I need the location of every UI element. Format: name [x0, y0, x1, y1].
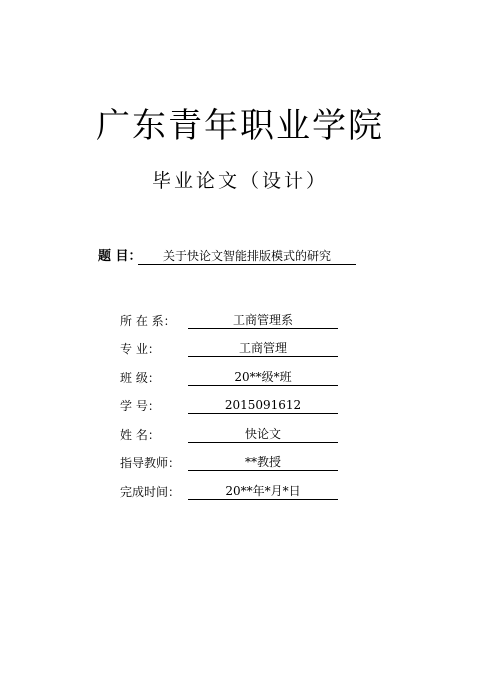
- thesis-title-value: 关于快论文智能排版模式的研究: [138, 249, 356, 265]
- completion-date-value: 20**年*月*日: [188, 483, 338, 500]
- completion-date-label: 完成时间：: [120, 484, 181, 499]
- department-value: 工商管理系: [188, 312, 338, 329]
- info-row-advisor: [120, 443, 338, 472]
- info-row-major: [120, 329, 338, 358]
- info-table: [120, 300, 338, 500]
- major-label: 专 业：: [120, 342, 160, 356]
- thesis-title-label: 题 目：: [98, 249, 142, 264]
- document-type: 毕业论文（设计）: [151, 170, 328, 192]
- class-value: 20**级*班: [188, 369, 338, 386]
- name-value: 快论文: [188, 426, 338, 443]
- info-row-student-id: [120, 386, 338, 415]
- info-row-name: [120, 414, 338, 443]
- name-label: 姓 名：: [120, 427, 160, 442]
- advisor-value: **教授: [188, 454, 338, 471]
- advisor-label: 指导教师：: [120, 456, 181, 470]
- student-id-label: 学 号：: [120, 399, 160, 413]
- info-row-class: [120, 357, 338, 386]
- info-row-completion-date: [120, 471, 338, 500]
- major-value: 工商管理: [188, 340, 338, 357]
- info-row-department: [120, 300, 338, 329]
- department-label: 所 在 系：: [120, 313, 176, 328]
- class-label: 班 级：: [120, 370, 160, 385]
- thesis-title-row: [98, 245, 356, 265]
- school-name: 广东青年职业学院: [96, 106, 384, 146]
- student-id-value: 2015091612: [188, 397, 338, 414]
